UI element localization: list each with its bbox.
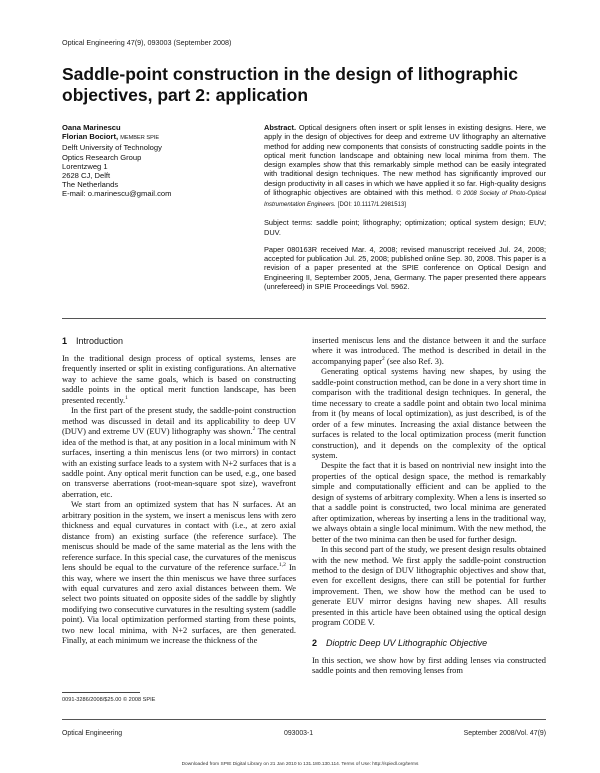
abstract-block	[264, 123, 546, 291]
page-number: 093003-1	[284, 730, 314, 737]
paragraph	[62, 499, 296, 645]
download-notice: Downloaded from SPIE Digital Library on 21 Jan 2010 to 131.180.130.114. Terms of Use: http://spiedl.org/terms	[181, 762, 419, 767]
right-column	[312, 335, 546, 676]
citation-ref[interactable]: 1,2	[279, 562, 286, 569]
citation-ref[interactable]: 2	[382, 356, 385, 363]
section-title: Dioptric Deep UV Lithographic Objective	[326, 637, 488, 648]
footnote-divider	[62, 692, 140, 693]
section-title: Introduction	[76, 336, 124, 346]
paragraph: In this second part of the study, we present design results obtained with the new method. We first apply the saddle-point construction method to the design of DUV lithographic objectives and show that, even for excellent designs, there can still be potential for further improvement. Then, we show how the method can be used to generate EUV mirror designs having new shapes. All results presented in this article have been obtained using the optical design program CODE V.	[312, 544, 546, 628]
abstract-label: Abstract.	[264, 123, 297, 132]
affiliation-line: 2628 CJ, Delft	[62, 171, 111, 181]
section-number: 2	[312, 637, 318, 648]
subject-terms: Subject terms: saddle point; lithography; optimization; optical system design; EUV; DUV.	[264, 218, 546, 237]
affiliation-line: Delft University of Technology	[62, 143, 162, 153]
citation-ref[interactable]: 2	[252, 426, 256, 433]
paragraph-text: In the traditional design process of optical systems, lenses are frequently inserted or split in existing configurations. An alternative way to achieve the same goals, which is based on constructing saddle points in the optical merit function landscape, has been presented recently.	[62, 353, 296, 405]
citation-ref[interactable]: 1	[125, 395, 128, 401]
paragraph	[312, 335, 546, 366]
footer-journal: Optical Engineering	[62, 730, 123, 737]
paper-title: Saddle-point construction in the design of lithographic objectives, part 2: application	[62, 64, 518, 105]
affiliation-line: Lorentzweg 1	[62, 161, 108, 171]
paragraph-text: inserted meniscus lens and the distance between it and the surface where it was introduced. The method is described in detail in the accompanying paper	[312, 335, 546, 366]
header-divider	[62, 318, 546, 319]
abstract-text: Optical designers often insert or split lenses in existing designs. Here, we apply in the design of objectives for deep and extreme UV lithography an alternative method for adding new components that consists of constructing saddle points in the optical merit function landscape and obtaining new local minima from them. The design examples show that this remarkably simple method can be easily integrated with traditional design techniques. The new method has significantly improved our design productivity in all cases in which we have applied it so far. High-quality designs of lithographic objectives are obtained with this method.	[264, 123, 546, 197]
paragraph-text: In this way, where we insert the thin meniscus we have three surfaces with equal curvatures and zero axial distances between them. We select two points situated on opposite sides of the saddle by slightly modifying two consecutive curvatures in the resulting system (saddle point). Via local optimization performed starting from these points, two new local minima, with N+2 surfaces, are then generated. Finally, at each minimum we increase the thickness of the	[62, 562, 296, 646]
paragraph: Generating optical systems having new shapes, by using the saddle-point construction method, can be done in a very short time in comparison with the traditional design techniques. In general, the time necessary to create a saddle point and obtain two local minima from it (by means of local optimization), as just described, is of the order of a few minutes. Increasing the axial distance between the surfaces is related to the local optimization process (merit function construction), and it depends on the complexity of the optical system.	[312, 366, 546, 460]
section-number: 1	[62, 336, 68, 346]
footer-issue: September 2008/Vol. 47(9)	[463, 730, 546, 737]
copyright-line: © 2008 Society of Photo-Optical Instrumentation Engineers.	[264, 190, 547, 208]
section-heading	[312, 637, 546, 649]
paragraph-text: The central idea of the method is that, at any position in a local minimum with N surfaces, inserting a thin meniscus lens (or two mirrors) in contact with an existing surface leads to a system with N+2 surfaces that is a saddle point. Any optical merit function can be used, e.g., one based on transverse aberrations (root-mean-square spot size), wavefront aberration, etc.	[62, 426, 296, 499]
left-column	[62, 335, 296, 646]
affiliation-line: Optics Research Group	[62, 152, 142, 162]
paragraph	[62, 353, 296, 405]
author-name: Florian Bociort,	[62, 132, 119, 142]
author-block	[62, 123, 252, 199]
paragraph-text: In the first part of the present study, the saddle-point construction method was discussed in detail and its applicability to deep UV (DUV) and extreme UV (EUV) lithography was shown.	[62, 405, 296, 437]
footer-divider	[62, 719, 546, 720]
paragraph-text: We start from an optimized system that has N surfaces. At an arbitrary position in the system, we insert a meniscus lens with zero thickness and equal curvatures in contact with (i.e., at zero axial distance from) an existing surface (the reference surface). The meniscus should be made of the same material as the lens with the reference surface. In this special case, the curvatures of the meniscus lens should be equal to the curvature of the reference surface.	[62, 499, 296, 573]
paragraph: Despite the fact that it is based on nontrivial new insight into the properties of the optical design space, the method is remarkably simple and computationally efficient and can be applied to the design of systems of arbitrary complexity. When a lens is inserted so that a saddle point is constructed, two local minima are generated after optimization, whereas by inserting a lens in the traditional way, we always obtain a single local minimum. With the new method, the better of the two minima can then be used for further design.	[312, 460, 546, 544]
journal-header: Optical Engineering 47(9), 093003 (September 2008)	[62, 38, 232, 47]
paper-history: Paper 080163R received Mar. 4, 2008; revised manuscript received Jul. 24, 2008; accepted for publication Jul. 25, 2008; published online Sep. 30, 2008. This paper is a revision of a paper presented at the SPIE conference on Optical Design and Engineering II, September 2005, Jena, Germany. The paper presented there appears (unrefereed) in SPIE Proceedings Vol. 5962.	[264, 244, 546, 291]
paragraph	[62, 405, 296, 499]
affiliation-line: The Netherlands	[62, 180, 119, 190]
section-heading	[62, 335, 296, 347]
author-name: Oana Marinescu	[62, 123, 121, 132]
author-email[interactable]: E-mail: o.marinescu@gmail.com	[62, 189, 172, 199]
footnote: 0091-3286/2008/$25.00 © 2008 SPIE	[62, 697, 156, 703]
paragraph-text: (see also Ref. 3).	[384, 355, 444, 366]
doi-link[interactable]: [DOI: 10.1117/1.2981513]	[337, 202, 406, 208]
paragraph: In this section, we show how by first adding lenses via constructed saddle points and then removing lenses from	[312, 654, 546, 676]
membership-label: MEMBER SPIE	[120, 135, 160, 142]
author-name-line	[62, 132, 252, 143]
abstract	[264, 123, 546, 210]
